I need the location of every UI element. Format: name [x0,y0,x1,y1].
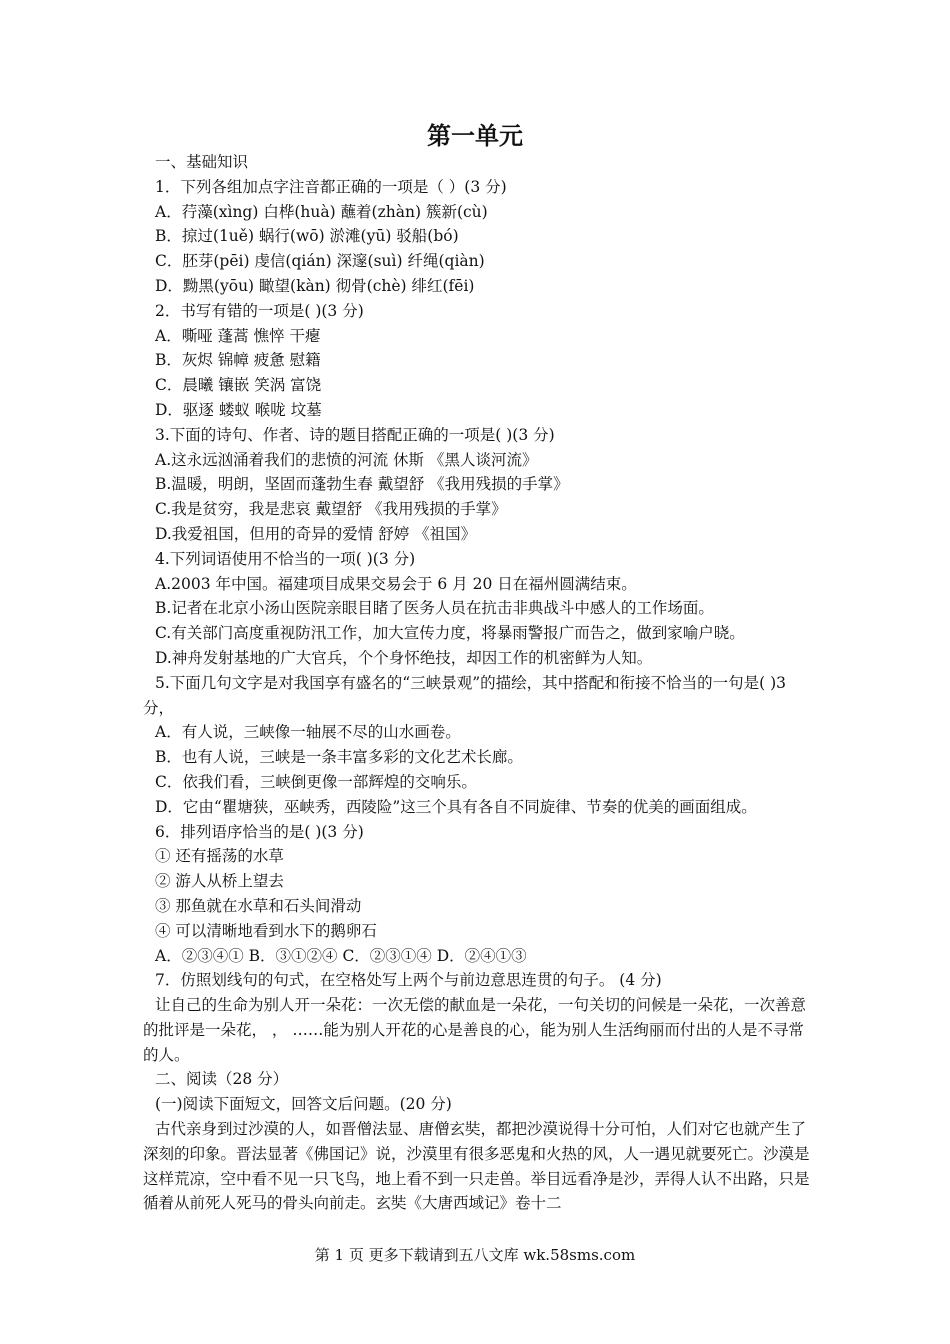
question-7: 7．仿照划线句的句式，在空格处写上两个与前边意思连贯的句子。 (4 分) [155,971,662,990]
page-footer: 第 1 页 更多下载请到五八文库 wk.58sms.com [314,1246,636,1264]
option-line: C．胚芽(pēi) 虔信(qián) 深邃(suì) 纤绳(qiàn) [155,252,485,271]
option-line: A．荇藻(xìng) 白桦(huà) 蘸着(zhàn) 簇新(cù) [155,202,488,221]
option-line: A.这永远汹涌着我们的悲愤的河流 休斯 《黑人谈河流》 [155,450,538,469]
option-line: D.我爱祖国，但用的奇异的爱情 舒婷 《祖国》 [155,524,477,543]
reading-instruction: (一)阅读下面短文，回答文后问题。(20 分) [155,1095,452,1114]
option-line: A．②③④① B．③①②④ C．②③①④ D．②④①③ [155,946,527,965]
question-3: 3.下面的诗句、作者、诗的题目搭配正确的一项是( )(3 分) [155,425,555,444]
option-line: C.有关部门高度重视防汛工作，加大宣传力度，将暴雨警报广而告之，做到家喻户晓。 [155,624,745,643]
option-line: D．驱逐 蝼蚁 喉咙 坟墓 [155,400,322,419]
option-line: A．嘶哑 蓬蒿 憔悴 干瘪 [155,326,321,345]
option-line: A．有人说，三峡像一轴展不尽的山水画卷。 [155,723,461,742]
sentence-item: ④ 可以清晰地看到水下的鹅卵石 [155,921,377,940]
page-title: 第一单元 [427,121,523,150]
reading-passage: 古代亲身到过沙漠的人，如晋僧法显、唐僧玄奘，都把沙漠说得十分可怕，人们对它也就产生了深刻的印象。晋法显著《佛国记》说，沙漠里有很多恶鬼和火热的风，人一遇见就要死亡。沙漠是这样荒凉，空中看不见一只飞鸟，地上看不到一只走兽。举目远看净是沙，弄得人认不出路，只是循着从前死人死马的骨头向前走。玄奘《大唐西域记》卷十二 [143,1120,810,1213]
question-6: 6．排列语序恰当的是( )(3 分) [155,822,364,841]
option-line: C.我是贫穷，我是悲哀 戴望舒 《我用残损的手掌》 [155,500,507,519]
question-2: 2．书写有错的一项是( )(3 分) [155,301,364,320]
option-line: B.温暖，明朗，坚固而蓬勃生春 戴望舒 《我用残损的手掌》 [155,475,569,494]
question-5: 5.下面几句文字是对我国享有盛名的“三峡景观”的描绘，其中搭配和衔接不恰当的一句是( )3 分， [143,673,787,717]
option-line: A.2003 年中国。福建项目成果交易会于 6 月 20 日在福州圆满结束。 [155,574,637,593]
option-line: B．也有人说，三峡是一条丰富多彩的文化艺术长廊。 [155,748,523,767]
document-body [143,150,818,1216]
sentence-item: ③ 那鱼就在水草和石头间滑动 [155,896,362,915]
option-line: B．灰烬 锦幛 疲惫 慰籍 [155,351,321,370]
option-line: B.记者在北京小汤山医院亲眼目睹了医务人员在抗击非典战斗中感人的工作场面。 [155,599,714,618]
question-1: 1．下列各组加点字注音都正确的一项是（ ）(3 分) [155,177,507,196]
option-line: C．晨曦 镶嵌 笑涡 富饶 [155,376,322,395]
question-4: 4.下列词语使用不恰当的一项( )(3 分) [155,549,416,568]
section-heading: 二、阅读（28 分） [155,1070,289,1089]
question-7-text: 让自己的生命为别人开一朵花：一次无偿的献血是一朵花，一句关切的问候是一朵花，一次善意的批评是一朵花， ， ……能为别人开花的心是善良的心，能为别人生活绚丽而付出的人是不寻常的人。 [143,996,807,1064]
option-line: C．依我们看，三峡倒更像一部辉煌的交响乐。 [155,772,477,791]
section-heading: 一、基础知识 [155,153,249,171]
option-line: D．它由“瞿塘狭，巫峡秀，西陵险”这三个具有各自不同旋律、节奏的优美的画面组成。 [155,797,757,816]
option-line: D.神舟发射基地的广大官兵，个个身怀绝技，却因工作的机密鲜为人知。 [155,648,653,667]
option-line: B．掠过(1uě) 蜗行(wō) 淤滩(yū) 驳船(bó) [155,227,459,246]
sentence-item: ② 游人从桥上望去 [155,872,284,891]
option-line: D．黝黑(yōu) 瞰望(kàn) 彻骨(chè) 绯红(fēi) [155,276,475,295]
sentence-item: ① 还有摇荡的水草 [155,847,284,866]
